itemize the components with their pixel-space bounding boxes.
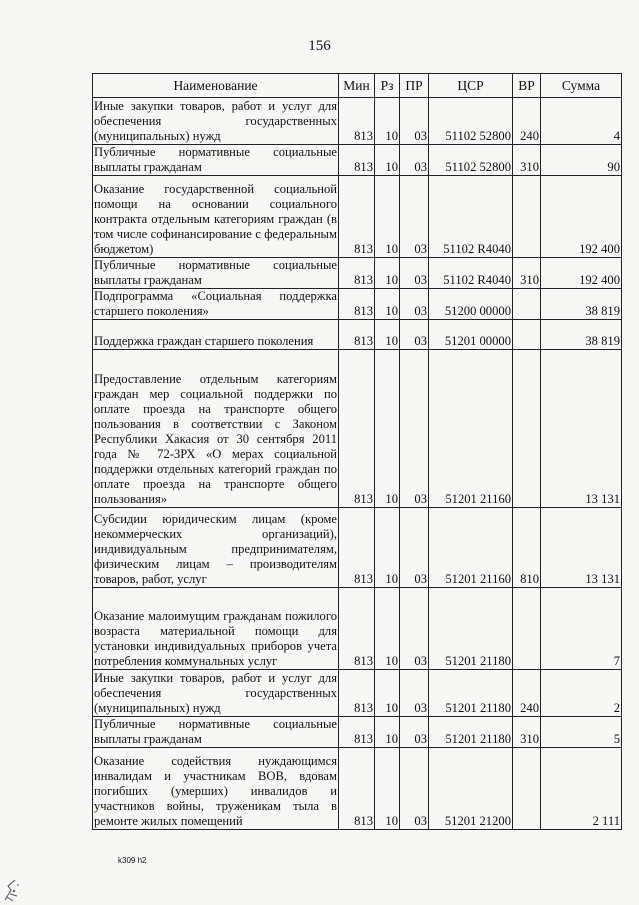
- header-pr: ПР: [400, 74, 429, 98]
- row-sum: 192 400: [541, 176, 622, 258]
- row-name: Подпрограмма «Социальная поддержка старшего поколения»: [94, 289, 337, 318]
- row-pr: 03: [400, 350, 429, 508]
- row-sum: 90: [541, 145, 622, 176]
- row-vr: [513, 320, 541, 350]
- row-rz: 10: [375, 320, 400, 350]
- row-name: Публичные нормативные социальные выплаты гражданам: [94, 258, 337, 287]
- budget-table: [92, 73, 622, 830]
- row-name: Иные закупки товаров, работ и услуг для обеспечения государственных (муниципальных) нужд: [94, 671, 337, 715]
- row-min: 813: [339, 350, 375, 508]
- row-csr: 51102 52800: [429, 98, 513, 145]
- header-name: Наименование: [93, 74, 339, 98]
- row-pr: 03: [400, 258, 429, 289]
- row-min: 813: [339, 176, 375, 258]
- table-row: [93, 508, 622, 588]
- row-sum: 13 131: [541, 350, 622, 508]
- row-min: 813: [339, 670, 375, 717]
- scan-artifact-mark: [2, 876, 24, 902]
- table-row: [93, 289, 622, 320]
- row-sum: 2 111: [541, 748, 622, 830]
- row-rz: 10: [375, 289, 400, 320]
- row-csr: 51201 21180: [429, 717, 513, 748]
- row-csr: 51201 21160: [429, 508, 513, 588]
- row-min: 813: [339, 748, 375, 830]
- row-vr: [513, 588, 541, 670]
- row-min: 813: [339, 588, 375, 670]
- row-min: 813: [339, 717, 375, 748]
- row-sum: 192 400: [541, 258, 622, 289]
- header-sum: Сумма: [541, 74, 622, 98]
- row-csr: 51201 21180: [429, 588, 513, 670]
- table-row: [93, 258, 622, 289]
- row-vr: 810: [513, 508, 541, 588]
- row-name: Предоставление отдельным категориям граждан мер социальной поддержки по оплате проезда на транспорте общего пользования в соответствии с Законом Республики Хакасия от 30 сентября 2011 года № 72-ЗРХ «О мерах социальной поддержки отдельных категорий граждан по оплате проезда на транспорте общего пользования»: [93, 350, 339, 508]
- row-pr: 03: [400, 588, 429, 670]
- row-sum: 38 819: [541, 289, 622, 320]
- table-row: [93, 717, 622, 748]
- row-rz: 10: [375, 588, 400, 670]
- row-name: Субсидии юридическим лицам (кроме некоммерческих организаций), индивидуальным предпринимателям, физическим лицам – производителям товаров, работ, услуг: [93, 508, 339, 588]
- row-vr: [513, 289, 541, 320]
- header-csr: ЦСР: [429, 74, 513, 98]
- header-min: Мин: [339, 74, 375, 98]
- table-row: [93, 145, 622, 176]
- row-min: 813: [339, 320, 375, 350]
- row-csr: 51201 00000: [429, 320, 513, 350]
- row-rz: 10: [375, 176, 400, 258]
- row-csr: 51201 21160: [429, 350, 513, 508]
- row-name: Оказание содействия нуждающимся инвалидам и участникам ВОВ, вдовам погибших (умерших) инвалидов и участников войны, труженикам тыла в ремонте жилых помещений: [93, 748, 339, 830]
- row-name: Публичные нормативные социальные выплаты гражданам: [94, 145, 337, 174]
- row-vr: [513, 350, 541, 508]
- page-number: 156: [308, 38, 331, 54]
- row-rz: 10: [375, 748, 400, 830]
- table-row: [93, 670, 622, 717]
- row-pr: 03: [400, 320, 429, 350]
- row-pr: 03: [400, 289, 429, 320]
- row-vr: [513, 748, 541, 830]
- row-pr: 03: [400, 98, 429, 145]
- row-vr: 310: [513, 258, 541, 289]
- row-vr: [513, 176, 541, 258]
- table-row: [93, 98, 622, 145]
- row-sum: 2: [541, 670, 622, 717]
- row-rz: 10: [375, 258, 400, 289]
- row-pr: 03: [400, 748, 429, 830]
- footer-code: k309 h2: [118, 856, 147, 865]
- row-rz: 10: [375, 717, 400, 748]
- row-rz: 10: [375, 508, 400, 588]
- row-sum: 13 131: [541, 508, 622, 588]
- row-csr: 51102 52800: [429, 145, 513, 176]
- row-pr: 03: [400, 717, 429, 748]
- table-row: [93, 350, 622, 508]
- row-csr: 51102 R4040: [429, 258, 513, 289]
- row-sum: 7: [541, 588, 622, 670]
- row-sum: 4: [541, 98, 622, 145]
- row-min: 813: [339, 289, 375, 320]
- row-pr: 03: [400, 508, 429, 588]
- table-row: [93, 588, 622, 670]
- row-min: 813: [339, 145, 375, 176]
- row-min: 813: [339, 258, 375, 289]
- row-name: Оказание малоимущим гражданам пожилого возраста материальной помощи для установки индивидуальных приборов учета потребления коммунальных услуг: [93, 588, 339, 670]
- row-rz: 10: [375, 145, 400, 176]
- row-rz: 10: [375, 98, 400, 145]
- row-name: Поддержка граждан старшего поколения: [93, 320, 339, 350]
- header-vr: ВР: [513, 74, 541, 98]
- row-min: 813: [339, 508, 375, 588]
- row-csr: 51201 21200: [429, 748, 513, 830]
- row-name: Публичные нормативные социальные выплаты гражданам: [94, 717, 337, 746]
- row-vr: 310: [513, 145, 541, 176]
- row-sum: 38 819: [541, 320, 622, 350]
- row-min: 813: [339, 98, 375, 145]
- header-rz: Рз: [375, 74, 400, 98]
- row-csr: 51200 00000: [429, 289, 513, 320]
- row-rz: 10: [375, 350, 400, 508]
- row-rz: 10: [375, 670, 400, 717]
- table-header-row: [93, 74, 622, 98]
- row-pr: 03: [400, 145, 429, 176]
- table-row: [93, 176, 622, 258]
- table-row: [93, 748, 622, 830]
- row-pr: 03: [400, 176, 429, 258]
- row-name: Оказание государственной социальной помощи на основании социального контракта отдельным категориям граждан (в том числе софинансирование с федеральным бюджетом): [93, 176, 339, 258]
- row-vr: 240: [513, 670, 541, 717]
- row-pr: 03: [400, 670, 429, 717]
- row-sum: 5: [541, 717, 622, 748]
- row-vr: 240: [513, 98, 541, 145]
- row-csr: 51102 R4040: [429, 176, 513, 258]
- table-row: [93, 320, 622, 350]
- row-name: Иные закупки товаров, работ и услуг для обеспечения государственных (муниципальных) нужд: [94, 99, 337, 143]
- row-csr: 51201 21180: [429, 670, 513, 717]
- row-vr: 310: [513, 717, 541, 748]
